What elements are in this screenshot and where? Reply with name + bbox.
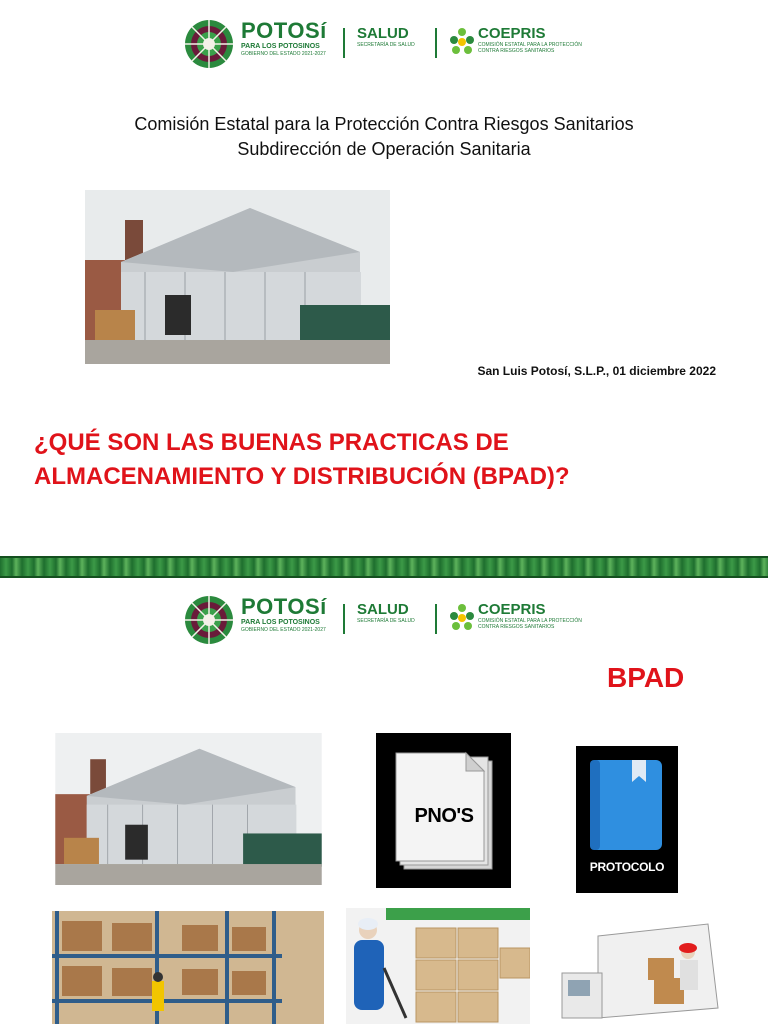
warehouse-photo <box>85 190 390 364</box>
slide-2 <box>0 578 768 1024</box>
potosi-tagline: PARA LOS POTOSINOS <box>241 619 320 626</box>
salud-logo <box>357 26 415 49</box>
heading-line-2: Subdirección de Operación Sanitaria <box>237 139 531 159</box>
logo-divider <box>343 28 345 58</box>
slide-divider-band <box>0 556 768 578</box>
logo-divider <box>435 604 437 634</box>
potosi-wordmark: POTOSí <box>241 18 327 43</box>
pnos-document-tile <box>376 733 511 888</box>
potosi-mandala-logo <box>183 594 235 646</box>
potosi-subtitle: GOBIERNO DEL ESTADO 2021-2027 <box>241 51 326 57</box>
potosi-wordmark: POTOSí <box>241 594 327 619</box>
question-line-1: ¿QUÉ SON LAS BUENAS PRACTICAS DE <box>34 429 509 456</box>
potosi-mandala-logo <box>183 18 235 70</box>
coepris-emblem-icon <box>449 26 475 58</box>
delivery-truck-photo <box>558 918 742 1024</box>
logo-divider <box>435 28 437 58</box>
header-logos <box>183 16 593 72</box>
coepris-emblem-icon <box>449 602 475 634</box>
potosi-tagline: PARA LOS POTOSINOS <box>241 43 320 50</box>
question-line-2: ALMACENAMIENTO Y DISTRIBUCIÓN (BPAD)? <box>34 463 570 490</box>
salud-logo <box>357 602 415 625</box>
potosi-logo-text <box>241 596 327 634</box>
coepris-subtitle-line2: CONTRA RIESGOS SANITARIOS <box>478 48 555 54</box>
pnos-label: PNO'S <box>414 805 474 827</box>
header-logos <box>183 592 593 648</box>
protocol-label: PROTOCOLO <box>589 860 665 874</box>
book-icon <box>586 756 666 854</box>
warehouse-photo <box>52 733 325 885</box>
worker-boxes-photo <box>346 908 530 1024</box>
bpad-title: BPAD <box>607 662 685 693</box>
coepris-subtitle-line1: COMISIÓN ESTATAL PARA LA PROTECCIÓN <box>478 618 582 624</box>
coepris-subtitle-line1: COMISIÓN ESTATAL PARA LA PROTECCIÓN <box>478 42 582 48</box>
coepris-logo <box>478 26 582 54</box>
institution-heading <box>0 112 768 162</box>
coepris-subtitle-line2: CONTRA RIESGOS SANITARIOS <box>478 624 555 630</box>
warehouse-shelves-photo <box>52 911 324 1024</box>
coepris-wordmark: COEPRIS <box>478 25 546 42</box>
salud-wordmark: SALUD <box>357 25 409 42</box>
salud-subtitle: SECRETARÍA DE SALUD <box>357 618 415 624</box>
protocol-tile <box>576 746 678 893</box>
salud-wordmark: SALUD <box>357 601 409 618</box>
potosi-logo-text <box>241 20 327 58</box>
logo-divider <box>343 604 345 634</box>
coepris-wordmark: COEPRIS <box>478 601 546 618</box>
heading-line-1: Comisión Estatal para la Protección Contra Riesgos Sanitarios <box>134 114 634 134</box>
coepris-logo <box>478 602 582 630</box>
document-date: San Luis Potosí, S.L.P., 01 diciembre 2022 <box>477 364 716 378</box>
main-question-title <box>34 426 734 494</box>
potosi-subtitle: GOBIERNO DEL ESTADO 2021-2027 <box>241 627 326 633</box>
salud-subtitle: SECRETARÍA DE SALUD <box>357 42 415 48</box>
